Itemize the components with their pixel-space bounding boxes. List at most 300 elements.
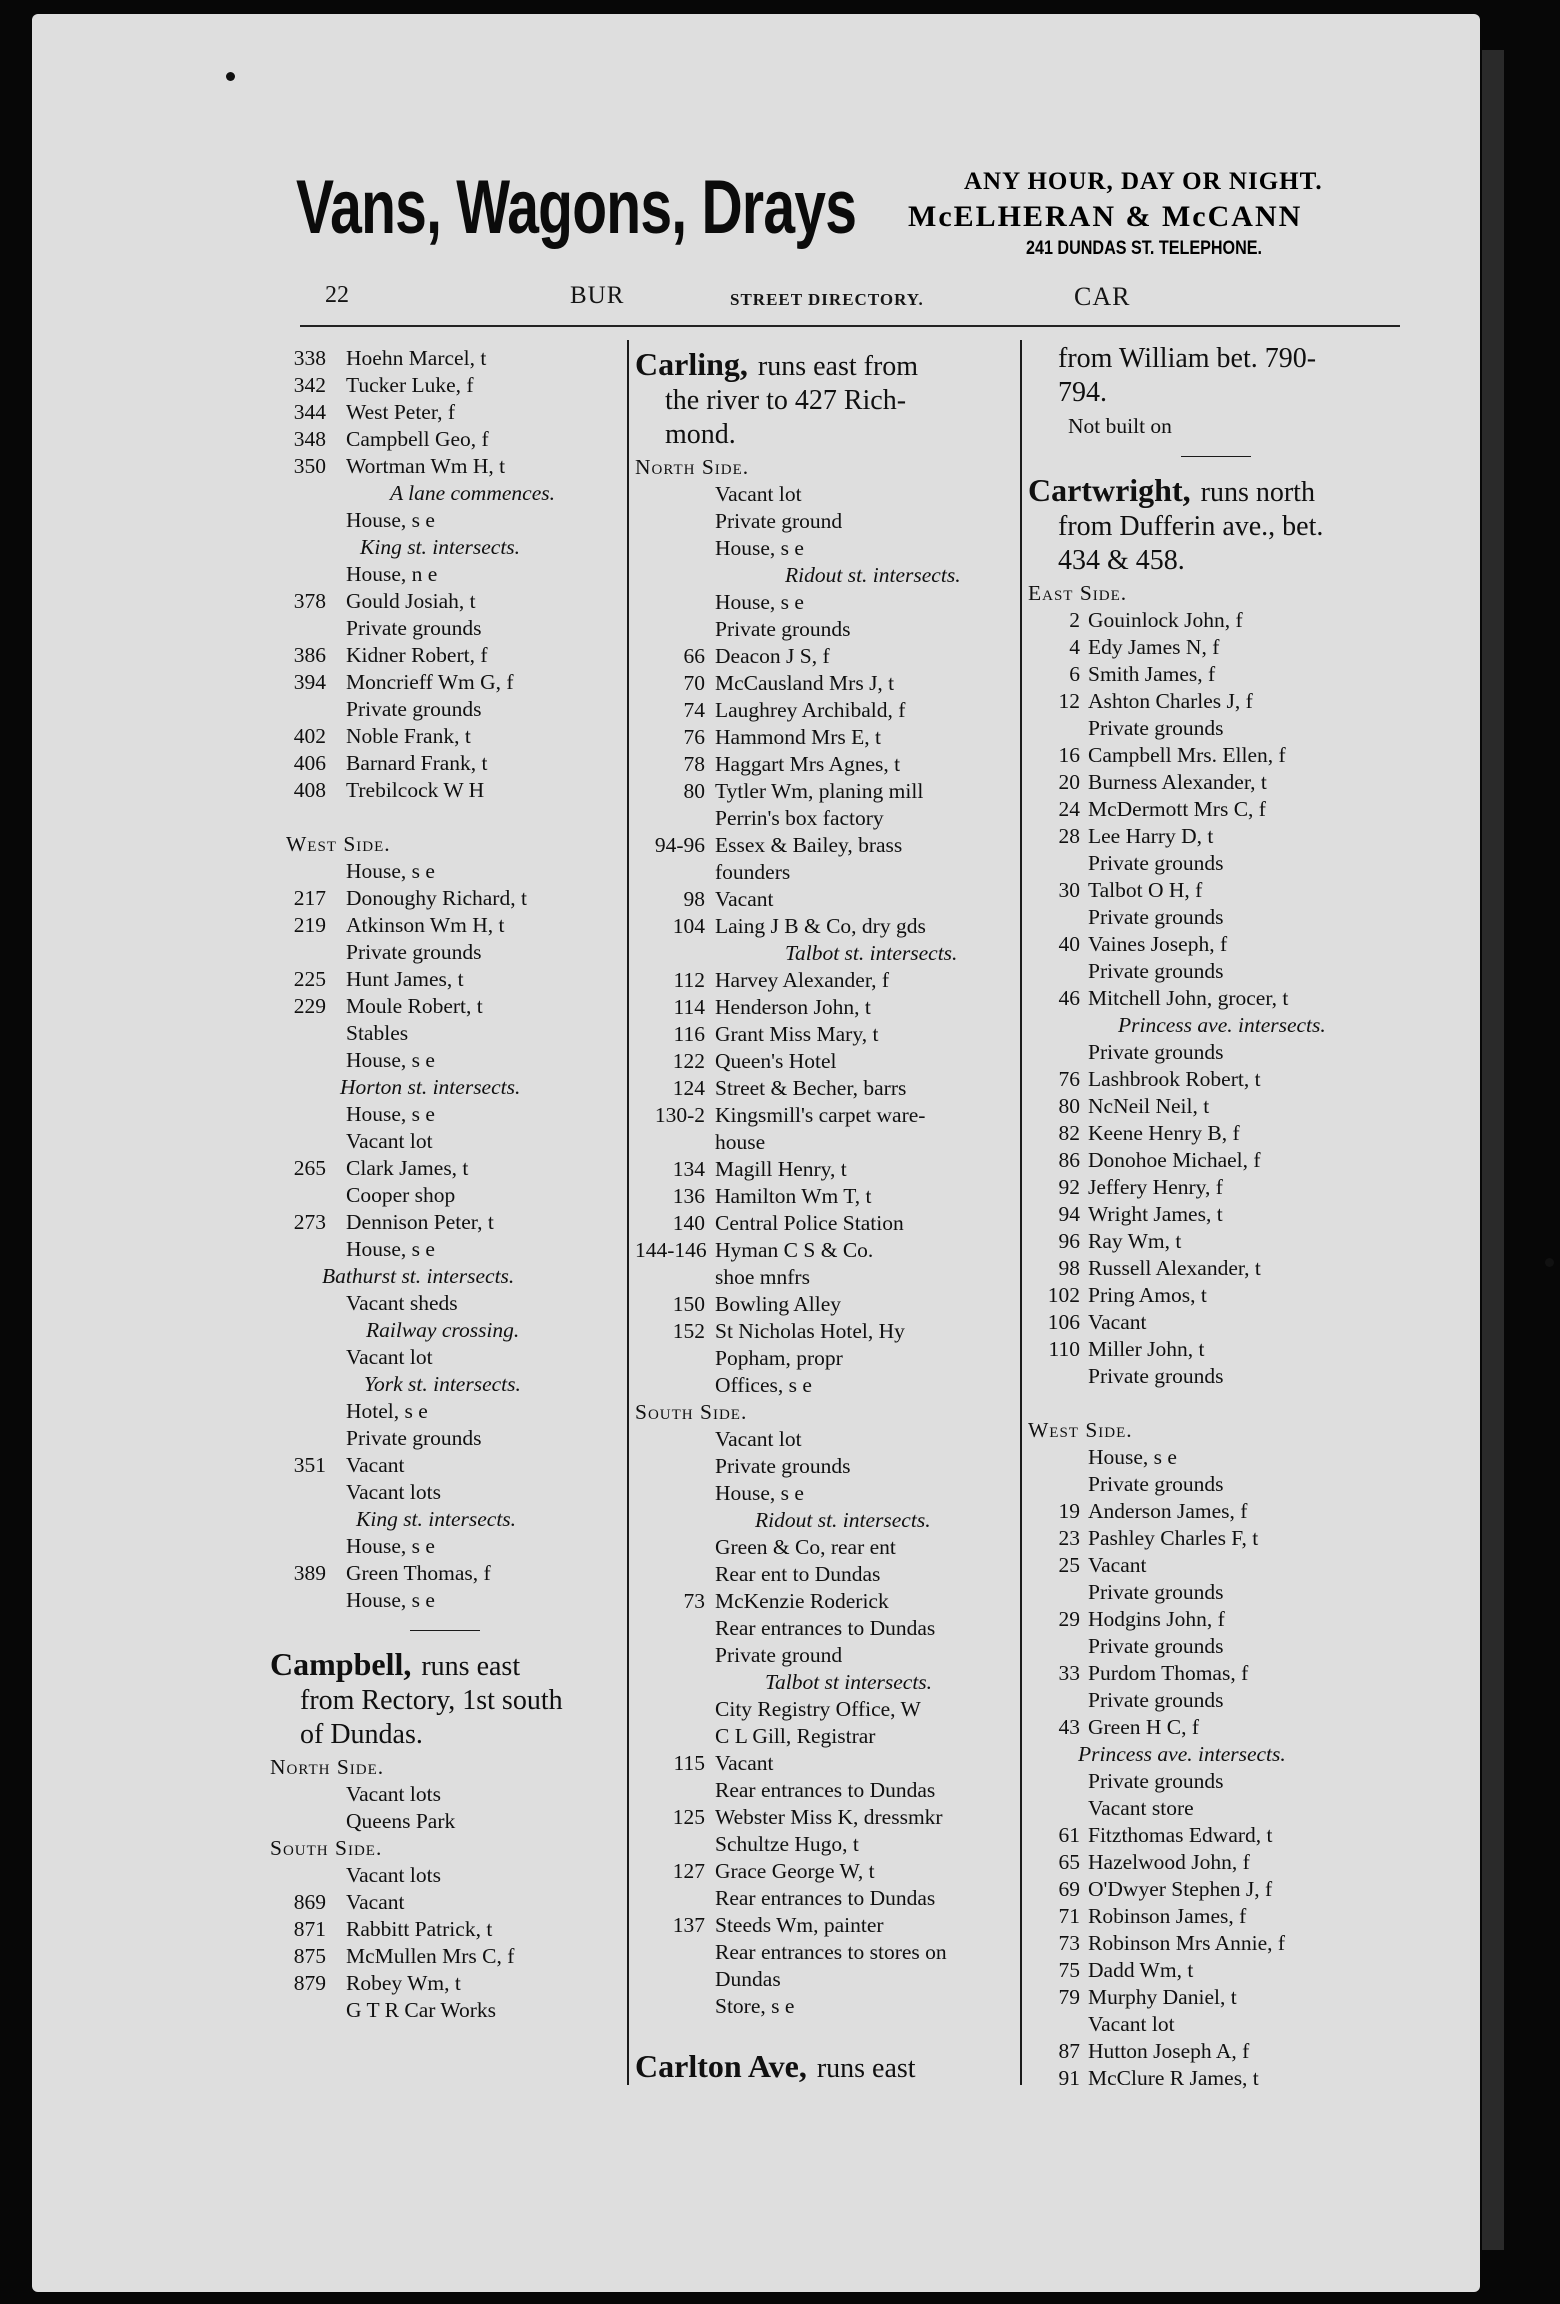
occupant: Wortman Wm H, t: [346, 454, 506, 478]
listing-row: [635, 994, 1027, 1021]
occupant: Hammond Mrs E, t: [715, 725, 882, 749]
house-number: 92: [1058, 1175, 1080, 1199]
occupant: Vacant: [715, 1751, 774, 1775]
house-number: 28: [1058, 824, 1080, 848]
listing-row: [270, 1101, 620, 1128]
side-heading: [635, 1399, 1027, 1426]
side-label: North Side.: [635, 455, 750, 479]
listing-row: [635, 1291, 1027, 1318]
listing-row: [270, 1560, 620, 1587]
listing-row: [635, 967, 1027, 994]
side-heading: [1028, 1417, 1403, 1444]
occupant: Ray Wm, t: [1088, 1229, 1182, 1253]
street-name: Cartwright,: [1028, 472, 1191, 508]
occupant: Hodgins John, f: [1088, 1607, 1225, 1631]
ad-firm-name: McELHERAN & McCANN: [908, 200, 1303, 233]
occupant: House, s e: [346, 1237, 435, 1261]
listing-row: [1028, 985, 1403, 1012]
listing-row: [270, 1182, 620, 1209]
spacer: [270, 804, 620, 831]
house-number: 136: [672, 1184, 705, 1208]
guide-word-left: BUR: [570, 282, 625, 309]
street-description: runs east: [421, 1651, 521, 1682]
listing-row: [635, 859, 1027, 886]
listing-row: [635, 805, 1027, 832]
side-heading: [635, 454, 1027, 481]
occupant: St Nicholas Hotel, Hy: [715, 1319, 905, 1343]
occupant: Private ground: [715, 509, 843, 533]
listing-row: [635, 1210, 1027, 1237]
side-label: South Side.: [270, 1836, 383, 1860]
guide-word-right: CAR: [1074, 282, 1131, 311]
house-number: 112: [673, 968, 705, 992]
house-number: 73: [1058, 1931, 1080, 1955]
house-number: 125: [672, 1805, 705, 1829]
listing-row: [270, 642, 620, 669]
occupant: Rabbitt Patrick, t: [346, 1917, 493, 1941]
listing-row: [1028, 688, 1403, 715]
occupant: house: [715, 1130, 766, 1154]
occupant: House, s e: [346, 1102, 435, 1126]
occupant: shoe mnfrs: [715, 1265, 810, 1289]
house-number: 115: [673, 1751, 705, 1775]
listing-row: [635, 1048, 1027, 1075]
ad-headline: Vans, Wagons, Drays: [296, 165, 857, 250]
spacer: [1028, 1390, 1403, 1417]
column-rule: [627, 340, 629, 2085]
street-name: Carlton Ave,: [635, 2048, 807, 2084]
listing-row: [1028, 1849, 1403, 1876]
street-description: [1028, 345, 1403, 379]
occupant: Henderson John, t: [715, 995, 871, 1019]
listing-row: [1028, 1255, 1403, 1282]
description-text: 794.: [1058, 377, 1107, 408]
listing-row: [635, 751, 1027, 778]
listing-row: [1028, 1768, 1403, 1795]
occupant: Ashton Charles J, f: [1088, 689, 1253, 713]
listing-row: [270, 750, 620, 777]
house-number: 61: [1058, 1823, 1080, 1847]
occupant: Rear ent to Dundas: [715, 1562, 881, 1586]
listing-row: [270, 723, 620, 750]
occupant: House, s e: [346, 859, 435, 883]
listing-row: [270, 1970, 620, 1997]
cross-street-note: [1028, 1012, 1403, 1039]
house-number: 408: [293, 778, 326, 802]
house-number: 87: [1058, 2039, 1080, 2063]
listing-row: [1028, 413, 1403, 440]
occupant: Campbell Mrs. Ellen, f: [1088, 743, 1286, 767]
listing-row: [1028, 1309, 1403, 1336]
listing-row: [635, 1156, 1027, 1183]
section-divider: [410, 1630, 480, 1631]
listing-row: [270, 1889, 620, 1916]
house-number: 219: [293, 913, 326, 937]
occupant: Green H C, f: [1088, 1715, 1200, 1739]
intersection-note: Bathurst st. intersects.: [322, 1264, 515, 1288]
intersection-note: King st. intersects.: [360, 535, 521, 559]
listing-row: [1028, 1471, 1403, 1498]
listing-row: [1028, 904, 1403, 931]
house-number: 106: [1047, 1310, 1080, 1334]
house-number: 94-96: [654, 833, 705, 857]
intersection-note: Talbot st. intersects.: [785, 941, 958, 965]
listing-row: [1028, 769, 1403, 796]
house-number: 348: [293, 427, 326, 451]
street-description: runs east: [816, 2053, 916, 2084]
occupant: Private grounds: [1088, 1472, 1224, 1496]
occupant: Hutton Joseph A, f: [1088, 2039, 1250, 2063]
intersection-note: Railway crossing.: [366, 1318, 520, 1342]
occupant: Private grounds: [1088, 716, 1224, 740]
occupant: Donoughy Richard, t: [346, 886, 527, 910]
side-heading: [270, 831, 620, 858]
occupant: McMullen Mrs C, f: [346, 1944, 515, 1968]
house-number: 225: [293, 967, 326, 991]
side-label: East Side.: [1028, 581, 1128, 605]
listing-row: [635, 1939, 1027, 1966]
listing-row: [1028, 1795, 1403, 1822]
listing-row: [1028, 1930, 1403, 1957]
cross-street-note: [270, 1371, 620, 1398]
occupant: Laing J B & Co, dry gds: [715, 914, 926, 938]
listing-row: [635, 1804, 1027, 1831]
occupant: Tucker Luke, f: [346, 373, 474, 397]
house-number: 76: [1058, 1067, 1080, 1091]
house-number: 66: [683, 644, 705, 668]
occupant: House, s e: [346, 1534, 435, 1558]
advertisement-banner: [296, 150, 1426, 270]
listing-row: [1028, 931, 1403, 958]
occupant: Private grounds: [1088, 1769, 1224, 1793]
listing-row: [270, 669, 620, 696]
occupant: House, s e: [715, 1481, 804, 1505]
listing-row: [270, 1398, 620, 1425]
street-description: 434 & 458.: [1058, 545, 1185, 576]
listing-row: [1028, 958, 1403, 985]
occupant: Street & Becher, barrs: [715, 1076, 907, 1100]
listing-row: [1028, 1066, 1403, 1093]
occupant: Vacant lots: [346, 1863, 441, 1887]
listing-row: [635, 1615, 1027, 1642]
listing-row: [270, 1425, 620, 1452]
occupant: Vaines Joseph, f: [1088, 932, 1228, 956]
house-number: 80: [1058, 1094, 1080, 1118]
house-number: 2: [1069, 608, 1080, 632]
occupant: West Peter, f: [346, 400, 456, 424]
occupant: Queen's Hotel: [715, 1049, 837, 1073]
occupant: Pashley Charles F, t: [1088, 1526, 1259, 1550]
listing-row: [270, 1290, 620, 1317]
occupant: Vacant lot: [715, 1427, 802, 1451]
listing-row: [1028, 877, 1403, 904]
listing-row: [1028, 850, 1403, 877]
house-number: 273: [293, 1210, 326, 1234]
listing-row: [1028, 1957, 1403, 1984]
house-number: 16: [1058, 743, 1080, 767]
intersection-note: Princess ave. intersects.: [1078, 1742, 1286, 1766]
occupant: Haggart Mrs Agnes, t: [715, 752, 901, 776]
listing-row: [635, 1885, 1027, 1912]
listing-row: [635, 1426, 1027, 1453]
house-number: 24: [1058, 797, 1080, 821]
book-spine: [1482, 50, 1504, 2250]
listing-row: [635, 913, 1027, 940]
occupant: Pring Amos, t: [1088, 1283, 1207, 1307]
listing-row: [1028, 796, 1403, 823]
occupant: Jeffery Henry, f: [1088, 1175, 1223, 1199]
occupant: Store, s e: [715, 1994, 795, 2018]
occupant: Schultze Hugo, t: [715, 1832, 859, 1856]
occupant: Vacant: [346, 1453, 405, 1477]
occupant: Magill Henry, t: [715, 1157, 847, 1181]
house-number: 74: [683, 698, 705, 722]
column-1: [270, 345, 620, 2024]
house-number: 350: [293, 454, 326, 478]
occupant: Queens Park: [346, 1809, 456, 1833]
listing-row: [635, 1129, 1027, 1156]
cross-street-note: [270, 1506, 620, 1533]
occupant: Vacant: [1088, 1553, 1147, 1577]
occupant: Clark James, t: [346, 1156, 469, 1180]
occupant: Dadd Wm, t: [1088, 1958, 1194, 1982]
side-label: North Side.: [270, 1755, 385, 1779]
listing-row: [270, 912, 620, 939]
house-number: 46: [1058, 986, 1080, 1010]
listing-row: [635, 1750, 1027, 1777]
house-number: 78: [683, 752, 705, 776]
listing-row: [1028, 1282, 1403, 1309]
occupant: Private grounds: [1088, 905, 1224, 929]
occupant: Private grounds: [1088, 1364, 1224, 1388]
listing-row: [1028, 1201, 1403, 1228]
listing-row: [270, 858, 620, 885]
house-number: 869: [293, 1890, 326, 1914]
listing-row: [635, 535, 1027, 562]
listing-row: [1028, 1579, 1403, 1606]
listing-row: [270, 345, 620, 372]
house-number: 394: [293, 670, 326, 694]
street-name: Campbell,: [270, 1646, 412, 1682]
occupant: Webster Miss K, dressmkr: [715, 1805, 943, 1829]
listing-row: [635, 1183, 1027, 1210]
listing-row: [635, 508, 1027, 535]
house-number: 351: [293, 1453, 326, 1477]
listing-row: [1028, 2011, 1403, 2038]
occupant: C L Gill, Registrar: [715, 1724, 876, 1748]
listing-row: [635, 1696, 1027, 1723]
house-number: 879: [293, 1971, 326, 1995]
listing-row: [635, 1102, 1027, 1129]
house-number: 150: [672, 1292, 705, 1316]
cross-street-note: [270, 480, 620, 507]
listing-row: [635, 724, 1027, 751]
listing-row: [635, 1561, 1027, 1588]
street-heading: [270, 1647, 620, 1752]
house-number: 94: [1058, 1202, 1080, 1226]
occupant: Private grounds: [715, 1454, 851, 1478]
cross-street-note: [270, 1074, 620, 1101]
listing-row: [270, 507, 620, 534]
side-label: South Side.: [635, 1400, 748, 1424]
listing-row: [635, 697, 1027, 724]
street-description: mond.: [665, 419, 736, 450]
occupant: Moule Robert, t: [346, 994, 483, 1018]
street-description: from Rectory, 1st south: [300, 1685, 563, 1716]
listing-row: [635, 1534, 1027, 1561]
house-number: 69: [1058, 1877, 1080, 1901]
occupant: Private grounds: [1088, 1688, 1224, 1712]
house-number: 98: [1058, 1256, 1080, 1280]
listing-row: [1028, 1822, 1403, 1849]
listing-row: [270, 777, 620, 804]
house-number: 91: [1058, 2066, 1080, 2090]
occupant: House, n e: [346, 562, 438, 586]
cross-street-note: [1028, 1741, 1403, 1768]
occupant: Robinson Mrs Annie, f: [1088, 1931, 1286, 1955]
occupant: Hyman C S & Co.: [715, 1238, 874, 1262]
listing-row: [1028, 1363, 1403, 1390]
listing-row: [635, 1480, 1027, 1507]
listing-row: [635, 886, 1027, 913]
column-2: [635, 345, 1027, 2088]
occupant: Vacant lots: [346, 1480, 441, 1504]
listing-row: [1028, 1093, 1403, 1120]
listing-row: [270, 939, 620, 966]
cross-street-note: [635, 1669, 1027, 1696]
occupant: Kidner Robert, f: [346, 643, 488, 667]
listing-row: [1028, 1633, 1403, 1660]
running-head: [300, 282, 1400, 322]
house-number: 80: [683, 779, 705, 803]
occupant: Rear entrances to Dundas: [715, 1778, 936, 1802]
occupant: Private grounds: [1088, 1040, 1224, 1064]
listing-row: [270, 966, 620, 993]
house-number: 30: [1058, 878, 1080, 902]
house-number: 4: [1069, 635, 1080, 659]
listing-row: [1028, 715, 1403, 742]
house-number: 96: [1058, 1229, 1080, 1253]
house-number: 406: [293, 751, 326, 775]
listing-row: [270, 1128, 620, 1155]
house-number: 65: [1058, 1850, 1080, 1874]
side-heading: [1028, 580, 1403, 607]
listing-row: [1028, 1687, 1403, 1714]
occupant: Smith James, f: [1088, 662, 1216, 686]
occupant: Green Thomas, f: [346, 1561, 491, 1585]
occupant: McKenzie Roderick: [715, 1589, 889, 1613]
occupant: Barnard Frank, t: [346, 751, 488, 775]
occupant: Grant Miss Mary, t: [715, 1022, 879, 1046]
street-name: Carling,: [635, 346, 748, 382]
occupant: Lee Harry D, t: [1088, 824, 1214, 848]
intersection-note: Horton st. intersects.: [340, 1075, 521, 1099]
listing-row: [1028, 1714, 1403, 1741]
listing-row: [270, 1587, 620, 1614]
page-number: 22: [325, 282, 349, 308]
listing-row: [1028, 1984, 1403, 2011]
street-description: runs north: [1200, 477, 1315, 508]
house-number: 152: [672, 1319, 705, 1343]
street-description: the river to 427 Rich-: [665, 385, 907, 416]
listing-row: [1028, 2038, 1403, 2065]
listing-row: [270, 399, 620, 426]
occupant: Popham, propr: [715, 1346, 843, 1370]
occupant: Green & Co, rear ent: [715, 1535, 896, 1559]
occupant: Vacant: [715, 887, 774, 911]
house-number: 6: [1069, 662, 1080, 686]
house-number: 40: [1058, 932, 1080, 956]
listing-row: [270, 1047, 620, 1074]
occupant: Private grounds: [1088, 1580, 1224, 1604]
listing-row: [1028, 634, 1403, 661]
listing-row: [635, 1858, 1027, 1885]
house-number: 25: [1058, 1553, 1080, 1577]
header-rule: [300, 325, 1400, 327]
house-number: 229: [293, 994, 326, 1018]
occupant: Gouinlock John, f: [1088, 608, 1243, 632]
occupant: Miller John, t: [1088, 1337, 1205, 1361]
occupant: House, s e: [715, 536, 804, 560]
cross-street-note: [635, 940, 1027, 967]
listing-row: [1028, 1444, 1403, 1471]
listing-row: [270, 372, 620, 399]
occupant: Campbell Geo, f: [346, 427, 489, 451]
listing-row: [635, 1993, 1027, 2020]
listing-row: [635, 1777, 1027, 1804]
street-description: [1028, 379, 1403, 413]
house-number: 124: [672, 1076, 705, 1100]
occupant: Central Police Station: [715, 1211, 904, 1235]
ad-hours: ANY HOUR, DAY OR NIGHT.: [964, 168, 1323, 195]
listing-row: [270, 1452, 620, 1479]
house-number: 104: [672, 914, 705, 938]
occupant: Private grounds: [346, 940, 482, 964]
house-number: 386: [293, 643, 326, 667]
listing-row: [1028, 1228, 1403, 1255]
occupant: McCausland Mrs J, t: [715, 671, 895, 695]
occupant: Vacant lots: [346, 1782, 441, 1806]
occupant: House, s e: [346, 508, 435, 532]
house-number: 19: [1058, 1499, 1080, 1523]
house-number: 344: [293, 400, 326, 424]
side-label: West Side.: [1028, 1418, 1133, 1442]
occupant: Steeds Wm, painter: [715, 1913, 884, 1937]
house-number: 79: [1058, 1985, 1080, 2009]
intersection-note: King st. intersects.: [356, 1507, 517, 1531]
house-number: 71: [1058, 1904, 1080, 1928]
listing-row: [635, 1966, 1027, 1993]
occupant: Tytler Wm, planing mill: [715, 779, 924, 803]
occupant: City Registry Office, W: [715, 1697, 921, 1721]
occupant: Rear entrances to Dundas: [715, 1886, 936, 1910]
listing-row: [635, 832, 1027, 859]
house-number: 29: [1058, 1607, 1080, 1631]
occupant: Kingsmill's carpet ware-: [715, 1103, 926, 1127]
occupant: Private grounds: [346, 697, 482, 721]
listing-row: [635, 643, 1027, 670]
house-number: 875: [293, 1944, 326, 1968]
occupant: Bowling Alley: [715, 1292, 842, 1316]
listing-row: [270, 1236, 620, 1263]
listing-row: [1028, 1147, 1403, 1174]
occupant: Essex & Bailey, brass: [715, 833, 903, 857]
listing-row: [635, 1588, 1027, 1615]
listing-row: [270, 588, 620, 615]
occupant: Robinson James, f: [1088, 1904, 1247, 1928]
occupant: Wright James, t: [1088, 1202, 1223, 1226]
listing-row: [635, 589, 1027, 616]
